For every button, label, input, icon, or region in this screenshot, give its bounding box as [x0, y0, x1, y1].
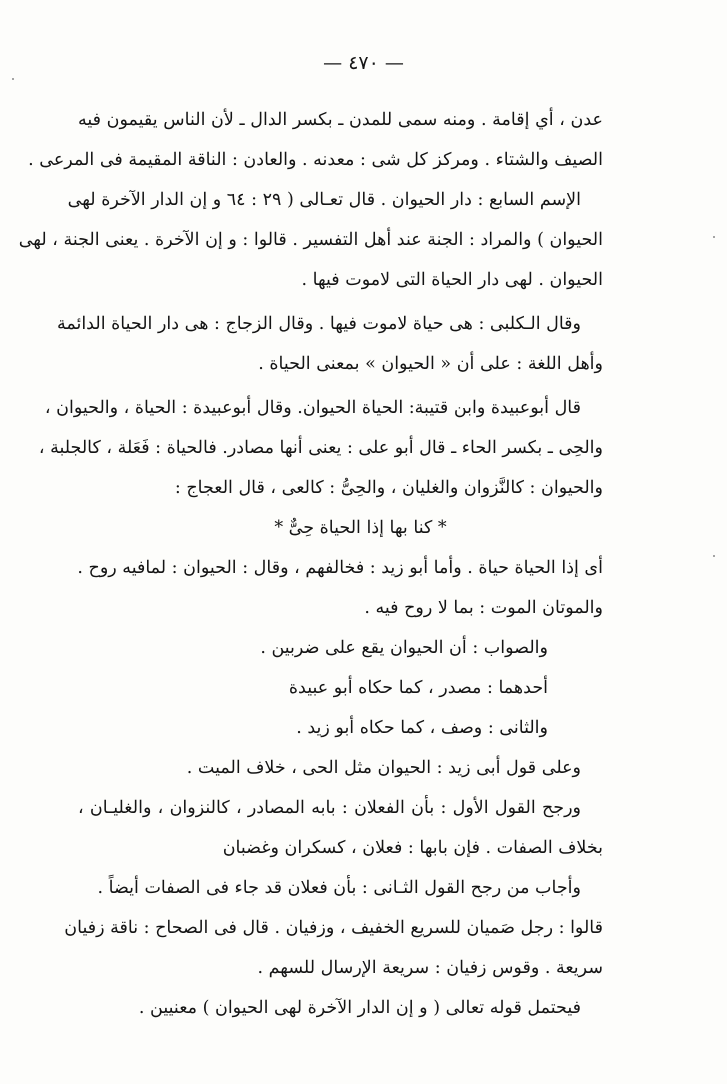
- text-line: وأهل اللغة : على أن « الحيوان » بمعنى الحياة .: [258, 354, 603, 374]
- text-line: عدن ، أي إقامة . ومنه سمى للمدن ـ بكسر الدال ـ لأن الناس يقيمون فيه: [78, 110, 603, 130]
- scan-speck: [713, 555, 715, 557]
- text-line: بخلاف الصفات . فإن بابها : فعلان ، كسكران وغضبان: [222, 838, 603, 858]
- scan-speck: [713, 236, 715, 238]
- scan-speck: [12, 78, 14, 80]
- text-line: والموتان الموت : بما لا روح فيه .: [364, 598, 603, 618]
- text-line: قالوا : رجل صَميان للسريع الخفيف ، وزفيان . قال فى الصحاح : ناقة زفيان: [64, 918, 603, 938]
- text-line: والثانى : وصف ، كما حكاه أبو زيد .: [296, 718, 548, 738]
- body-text: [18, 100, 603, 1028]
- text-line: والصواب : أن الحيوان يقع على ضربين .: [260, 638, 548, 658]
- text-line: وأجاب من رجح القول الثـانى : بأن فعلان قد جاء فى الصفات أيضاً .: [97, 878, 581, 898]
- text-line: وعلى قول أبى زيد : الحيوان مثل الحى ، خلاف الميت .: [186, 758, 581, 778]
- text-line: والحيوان : كالنَّزوان والغليان ، والحِىُّ : كالعى ، قال العجاج :: [174, 478, 603, 498]
- text-line: الصيف والشتاء . ومركز كل شى : معدنه . والعادن : الناقة المقيمة فى المرعى .: [28, 150, 603, 170]
- text-line: أحدهما : مصدر ، كما حكاه أبو عبيدة: [288, 678, 548, 698]
- text-line: والحِى ـ بكسر الحاء ـ قال أبو على : يعنى أنها مصادر. فالحياة : فَعَلة ، كالجلبة ،: [38, 438, 603, 458]
- text-line: فيحتمل قوله تعالى ( و إن الدار الآخرة لهى الحيوان ) معنيين .: [138, 998, 581, 1018]
- text-line: الإسم السابع : دار الحيوان . قال تعـالى ( ٢٩ : ٦٤ و إن الدار الآخرة لهى: [67, 190, 581, 210]
- text-line: سريعة . وقوس زفيان : سريعة الإرسال للسهم .: [257, 958, 603, 978]
- text-line: قال أبوعبيدة وابن قتيبة: الحياة الحيوان. وقال أبوعبيدة : الحياة ، والحيوان ،: [44, 398, 581, 418]
- text-line: ورجح القول الأول : بأن الفعلان : بابه المصادر ، كالنزوان ، والغليـان ،: [78, 798, 581, 818]
- text-line: الحيوان ) والمراد : الجنة عند أهل التفسير . قالوا : و إن الآخرة . يعنى الجنة ، لهى: [18, 230, 603, 250]
- page-number: — ٤٧٠ —: [323, 52, 404, 74]
- text-line: أى إذا الحياة حياة . وأما أبو زيد : فخالفهم ، وقال : الحيوان : لمافيه روح .: [77, 558, 603, 578]
- text-line: الحيوان . لهى دار الحياة التى لاموت فيها .: [301, 270, 603, 290]
- poetry-verse: * كنا بها إذا الحياة حِىٌّ *: [274, 518, 447, 538]
- text-line: وقال الـكلبى : هى حياة لاموت فيها . وقال الزجاج : هى دار الحياة الدائمة: [56, 314, 581, 334]
